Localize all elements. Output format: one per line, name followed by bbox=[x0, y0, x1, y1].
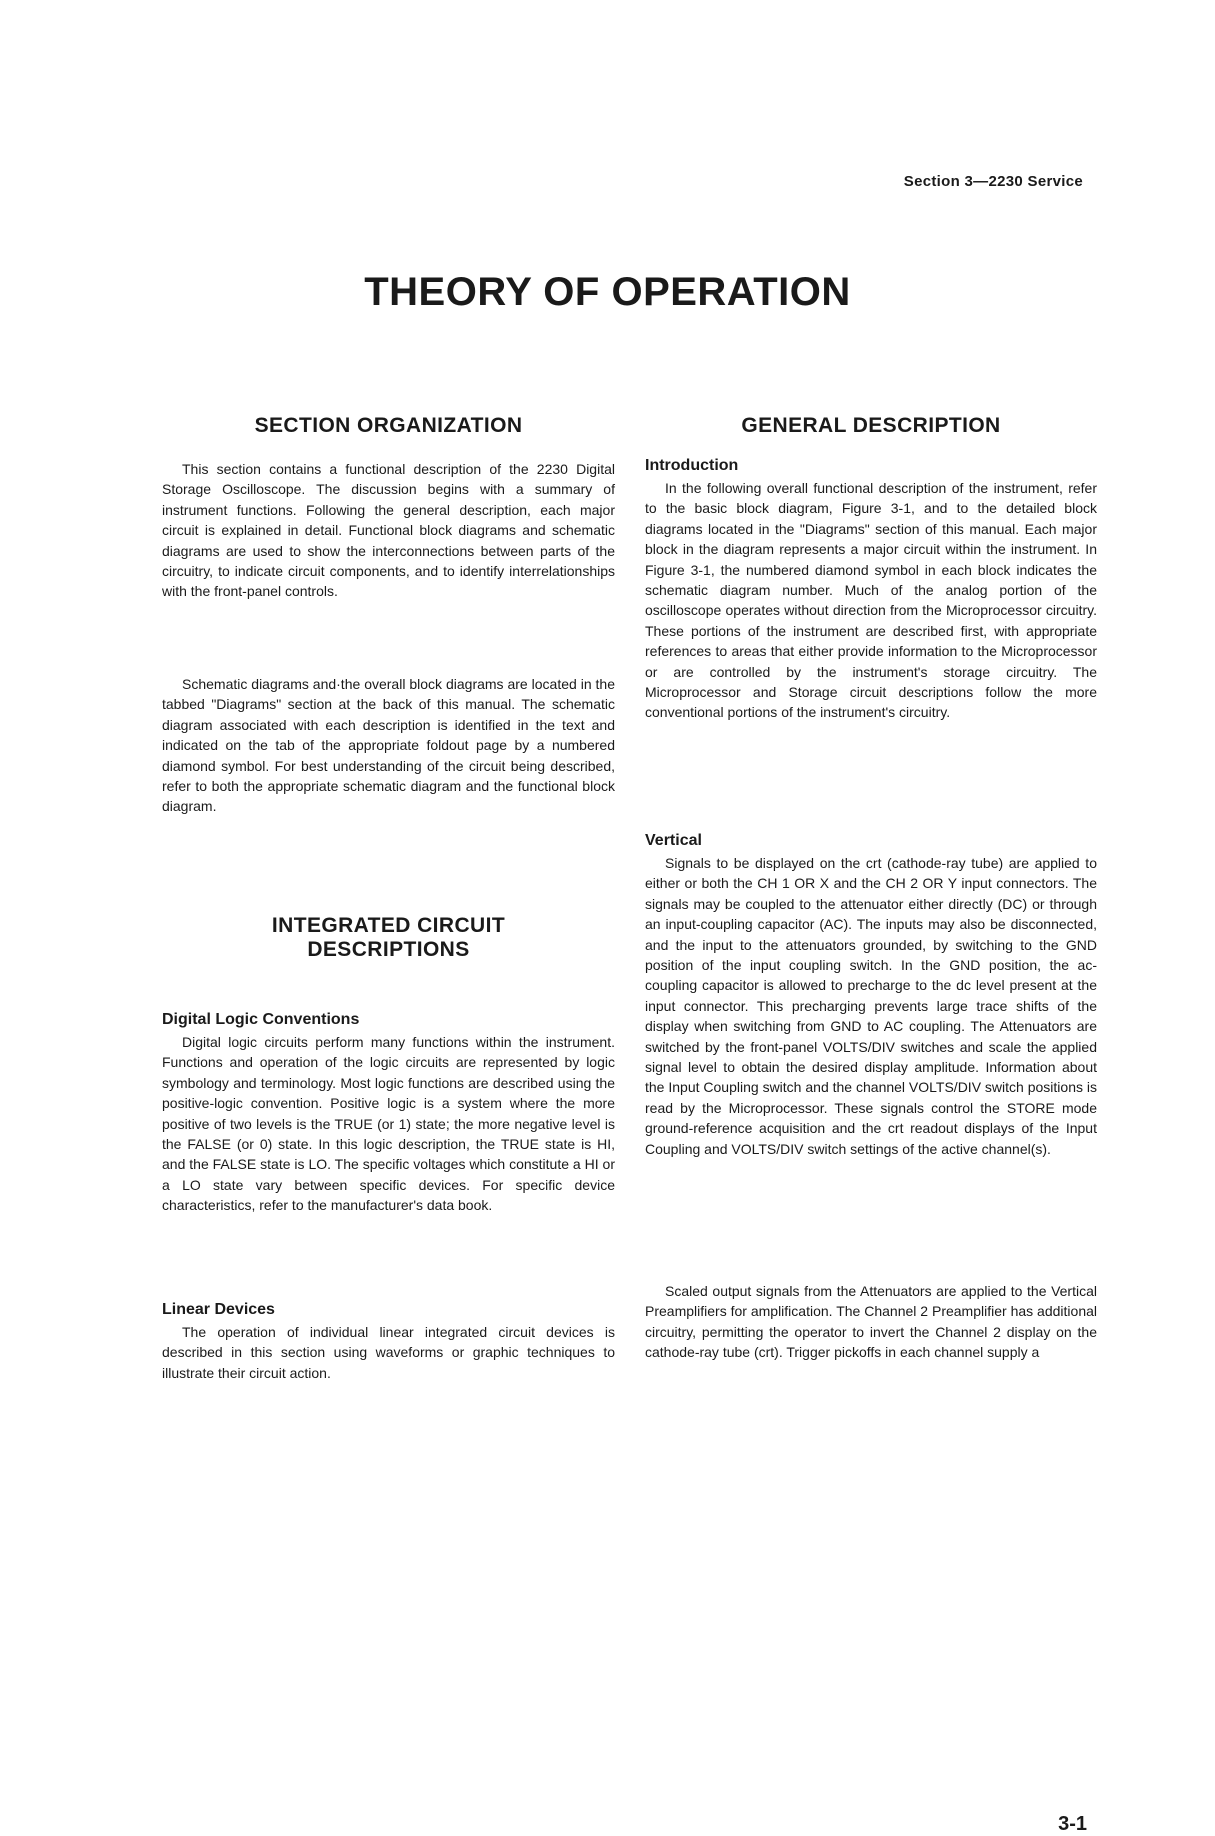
section-organization-heading: SECTION ORGANIZATION bbox=[254, 414, 523, 437]
section-organization-paragraph-2: Schematic diagrams and·the overall block diagrams are located in the tabbed "Diagrams" section at the back of this manual. The schematic diagram associated with each description is identified in the text and indicated on the tab of the appropriate foldout page by a numbered diamond symbol. For best understanding of the circuit being described, refer to both the appropriate schematic diagram and the functional block diagram. bbox=[162, 676, 615, 815]
vertical-heading: Vertical bbox=[645, 832, 702, 849]
digital-logic-paragraph: Digital logic circuits perform many functions within the instrument. Functions and operation of the logic circuits are represented by logic symbology and terminology. Most logic functions are described using the positive-logic convention. Positive logic is a system where the more positive of two levels is the TRUE (or 1) state; the more negative level is the FALSE (or 0) state. In this logic description, the TRUE state is HI, and the FALSE state is LO. The specific voltages which constitute a HI or a LO state vary between specific devices. For specific device characteristics, refer to the manufacturer's data book. bbox=[162, 1034, 615, 1214]
page-title: THEORY OF OPERATION bbox=[364, 270, 851, 314]
integrated-circuit-heading-line-2: DESCRIPTIONS bbox=[307, 938, 470, 961]
introduction-paragraph: In the following overall functional description of the instrument, refer to the basic block diagram, Figure 3-1, and to the detailed block diagrams located in the "Diagrams" section of this manual. Each major block in the diagram represents a major circuit within the instrument. In Figure 3-1, the numbered diamond symbol in each block indicates the schematic diagram number. Much of the analog portion of the oscilloscope operates without direction from the Microprocessor circuitry. These portions of the instrument are described first, with appropriate references to areas that either provide information to the Microprocessor or are controlled by the instrument's storage circuitry. The Microprocessor and Storage circuit descriptions follow the more conventional portions of the instrument's circuitry. bbox=[645, 480, 1097, 721]
section-organization-paragraph-1: This section contains a functional description of the 2230 Digital Storage Oscilloscope. The discussion begins with a summary of instrument functions. Following the general description, each major circuit is explained in detail. Functional block diagrams and schematic diagrams are used to show the interconnections between parts of the circuitry, to indicate circuit components, and to identify interrelationships with the front-panel controls. bbox=[162, 461, 615, 600]
section-header: Section 3—2230 Service bbox=[903, 173, 1083, 190]
introduction-heading: Introduction bbox=[645, 457, 739, 474]
linear-devices-paragraph: The operation of individual linear integrated circuit devices is described in this section using waveforms or graphic techniques to illustrate their circuit action. bbox=[162, 1324, 615, 1381]
integrated-circuit-heading-line-1: INTEGRATED CIRCUIT bbox=[271, 914, 506, 937]
page-number: 3-1 bbox=[1058, 1813, 1087, 1835]
digital-logic-heading: Digital Logic Conventions bbox=[162, 1011, 360, 1028]
vertical-paragraph-2: Scaled output signals from the Attenuators are applied to the Vertical Preamplifiers for amplification. The Channel 2 Preamplifier has additional circuitry, permitting the operator to invert the Channel 2 display on the cathode-ray tube (crt). Trigger pickoffs in each channel supply a bbox=[645, 1283, 1097, 1361]
linear-devices-heading: Linear Devices bbox=[162, 1301, 275, 1318]
vertical-paragraph-1: Signals to be displayed on the crt (cathode-ray tube) are applied to either or both the CH 1 OR X and the CH 2 OR Y input connectors. The signals may be coupled to the attenuator either directly (DC) or through an input-coupling capacitor (AC). The inputs may also be disconnected, and the input to the attenuators grounded, by switching to the GND position of the input coupling switch. In the GND position, the ac-coupling capacitor is allowed to precharge to the dc level present at the input connector. This precharging prevents large trace shifts of the display when switching from GND to AC coupling. The Attenuators are switched by the front-panel VOLTS/DIV switches and scale the applied signal level to obtain the desired display amplitude. Information about the Input Coupling switch and the channel VOLTS/DIV switch positions is read by the Microprocessor. These signals control the STORE mode ground-reference acquisition and the crt readout displays of the Input Coupling and VOLTS/DIV switch settings of the active channel(s). bbox=[645, 855, 1097, 1157]
general-description-heading: GENERAL DESCRIPTION bbox=[741, 414, 1001, 437]
